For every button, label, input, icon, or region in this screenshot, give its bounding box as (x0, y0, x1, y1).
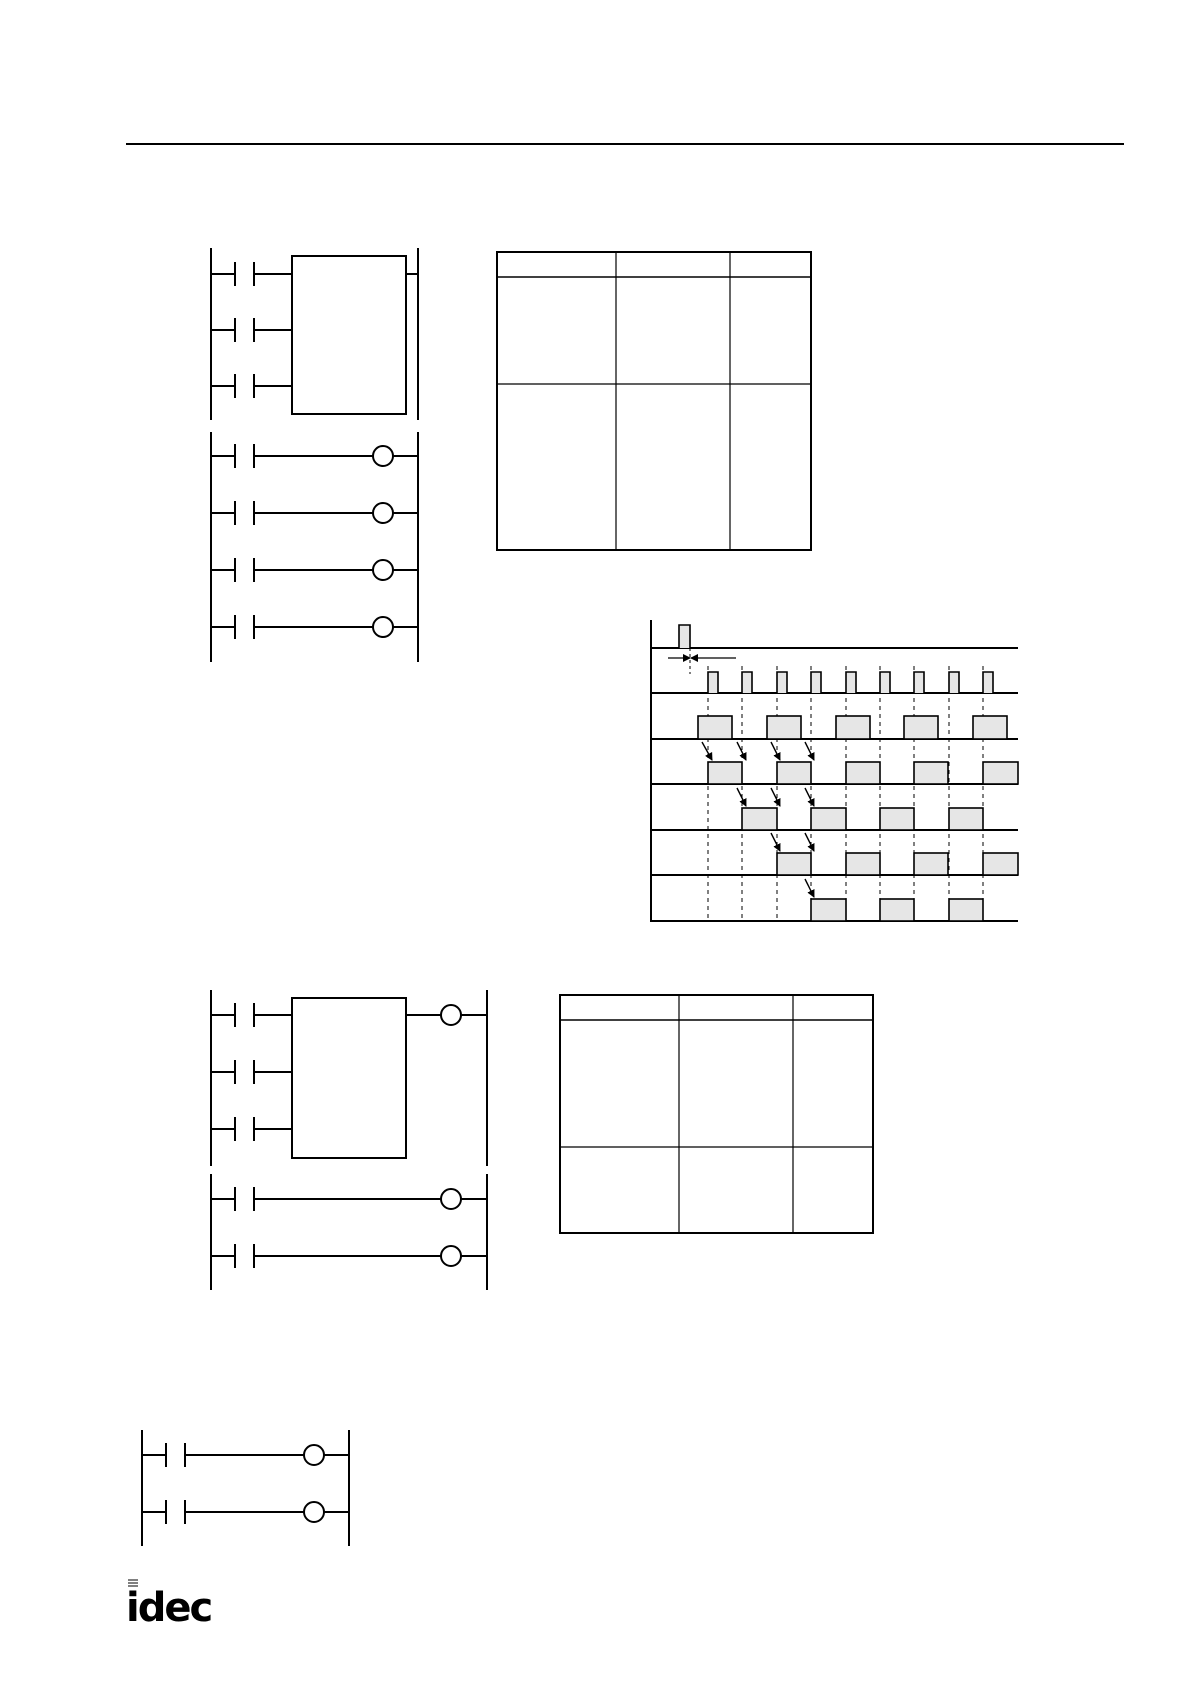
timing-chart (651, 620, 1018, 922)
data-pulse (767, 716, 801, 739)
clock-pulse (708, 672, 718, 693)
output-coil (441, 1189, 461, 1209)
data-pulse (973, 716, 1007, 739)
output-coil (373, 503, 393, 523)
data-pulse (836, 716, 870, 739)
stage-pulse (777, 853, 811, 875)
idec-logo: idec (126, 1585, 212, 1631)
output-rung (211, 615, 418, 639)
stage-pulse (811, 808, 846, 830)
stage-pulse (880, 899, 914, 921)
output-coil (441, 1246, 461, 1266)
data-pulse (904, 716, 938, 739)
stage-pulse (914, 762, 948, 784)
output-rung (211, 1187, 487, 1211)
contact-row (211, 262, 292, 286)
ladder-diagram-2 (211, 990, 487, 1290)
stage-pulse (811, 899, 846, 921)
reset-pulse (679, 625, 690, 648)
data-pulse (698, 716, 732, 739)
function-block (292, 998, 406, 1158)
output-rung (211, 501, 418, 525)
output-rung (211, 444, 418, 468)
function-block (292, 256, 406, 414)
output-coil (304, 1502, 324, 1522)
stage-pulse (742, 808, 777, 830)
contact-row (211, 1060, 292, 1084)
contact-row (211, 1117, 292, 1141)
stage-pulse (983, 853, 1018, 875)
clock-pulse (742, 672, 752, 693)
stage-pulse (949, 899, 983, 921)
ladder-diagram-3 (142, 1430, 349, 1546)
output-rung (142, 1500, 349, 1524)
clock-pulse (880, 672, 890, 693)
stage-pulse (777, 762, 811, 784)
table-2 (560, 995, 873, 1233)
stage-pulse (914, 853, 948, 875)
output-coil (373, 560, 393, 580)
stage-pulse (846, 762, 880, 784)
ladder-diagram-1 (211, 248, 418, 662)
contact-row (211, 1003, 292, 1027)
clock-pulse (914, 672, 924, 693)
output-coil (441, 1005, 461, 1025)
table-1 (497, 252, 811, 550)
output-coil (373, 617, 393, 637)
output-rung (211, 558, 418, 582)
output-rung (142, 1443, 349, 1467)
clock-pulse (949, 672, 959, 693)
stage-pulse (949, 808, 983, 830)
clock-pulse (983, 672, 993, 693)
contact-row (211, 374, 292, 398)
output-coil (373, 446, 393, 466)
stage-pulse (708, 762, 742, 784)
stage-pulse (880, 808, 914, 830)
clock-pulse (811, 672, 821, 693)
clock-pulse (777, 672, 787, 693)
output-rung (211, 1244, 487, 1268)
stage-pulse (846, 853, 880, 875)
output-coil (304, 1445, 324, 1465)
contact-row (211, 318, 292, 342)
stage-pulse (983, 762, 1018, 784)
clock-pulse (846, 672, 856, 693)
